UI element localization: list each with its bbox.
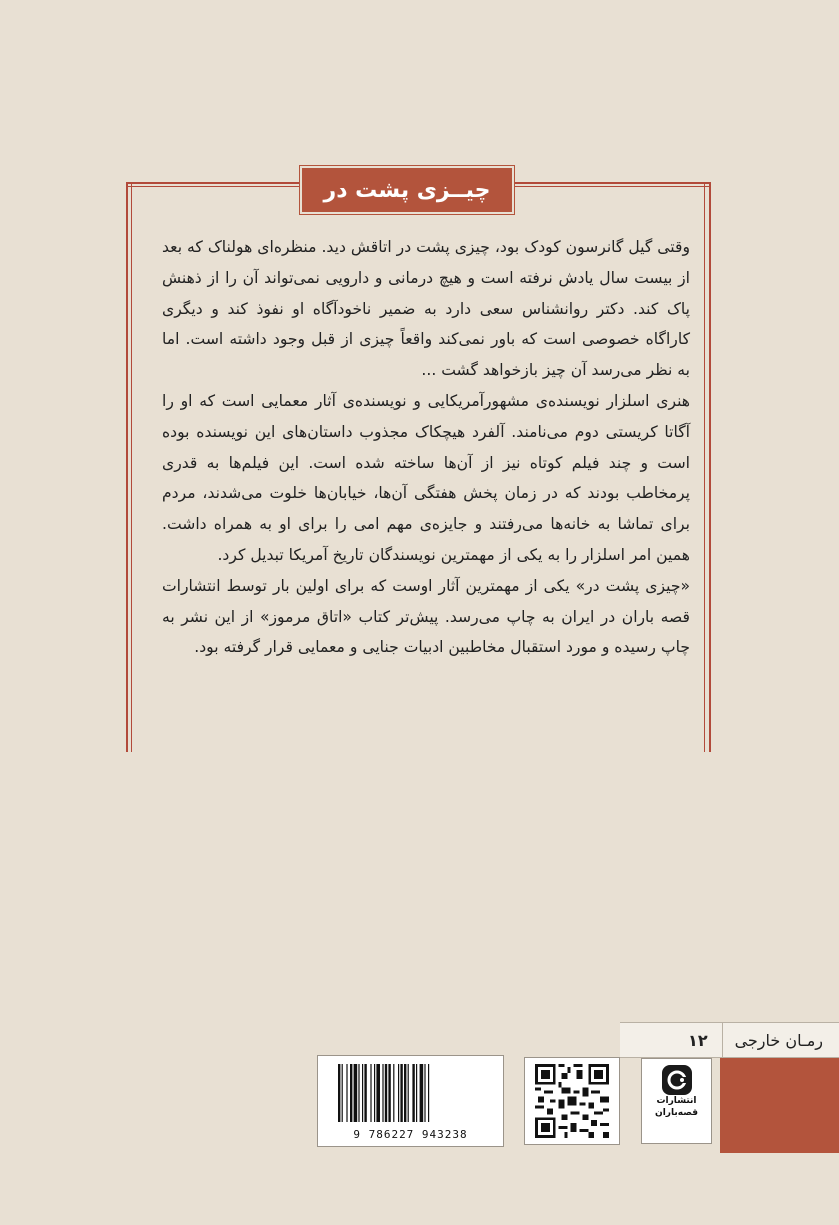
publisher-logo-icon [662, 1065, 692, 1095]
frame-right [704, 182, 712, 752]
qr-code [524, 1057, 620, 1145]
isbn-number: 9 786227 943238 [353, 1128, 468, 1141]
frame-left [126, 182, 134, 752]
barcode [317, 1055, 504, 1147]
publisher-name-line1: انتشارات [656, 1096, 697, 1106]
barcode-bars [338, 1064, 485, 1122]
book-description [162, 232, 690, 663]
series-number: ۱۲ [688, 1030, 708, 1050]
publisher-name-line2: قصه‌باران [655, 1108, 698, 1118]
description-paragraph-1: وقتی گیل گانرسون کودک بود، چیزی پشت در اتاقش دید. منظره‌ای هولناک که بعد از بیست سال یادش نرفته است و هیچ درمانی و دارویی نمی‌تواند آن را از ذهنش پاک کند. دکتر روانشناس سعی دارد به ضمیر ناخودآگاه او نفوذ کند و دیگری کاراگاه خصوصی است که باور نمی‌کند واقعاً چیزی از قبل وجود داشته است. اما به نظر می‌رسد آن چیز بازخواهد گشت ... [162, 238, 690, 380]
publisher-logo [641, 1058, 712, 1144]
qr-code-icon [535, 1064, 609, 1138]
book-title: چیــزی پشت در [302, 168, 512, 212]
description-paragraph-2: هنری اسلزار نویسنده‌ی مشهورآمریکایی و نویسنده‌ی آثار معمایی است که او را آگاتا کریستی دوم می‌نامند. آلفرد هیچکاک مجذوب داستان‌های این نویسنده بوده است و چند فیلم کوتاه نیز از آن‌ها ساخته شده است. این فیلم‌ها به قدری پرمخاطب بودند که در زمان پخش هفتگی آن‌ها، خیابان‌ها خلوت می‌شدند، مردم برای تماشا به خانه‌ها می‌رفتند و جایزه‌ی مهم امی را برای او به همراه داشت. همین امر اسلزار را به یکی از مهمترین نویسندگان تاریخ آمریکا تبدیل کرد. [162, 391, 690, 564]
series-name: رمـان خارجی [734, 1030, 823, 1050]
description-paragraph-3: «چیزی پشت در» یکی از مهمترین آثار اوست که برای اولین بار توسط انتشارات قصه باران در ایران به چاپ می‌رسد. پیش‌تر کتاب «اتاق مرموز» از این نشر به چاپ رسیده و مورد استقبال مخاطبین ادبیات جنایی و معمایی قرار گرفته بود. [162, 576, 690, 657]
series-label [620, 1022, 839, 1058]
accent-stripe [720, 1058, 839, 1153]
series-divider [722, 1023, 723, 1057]
